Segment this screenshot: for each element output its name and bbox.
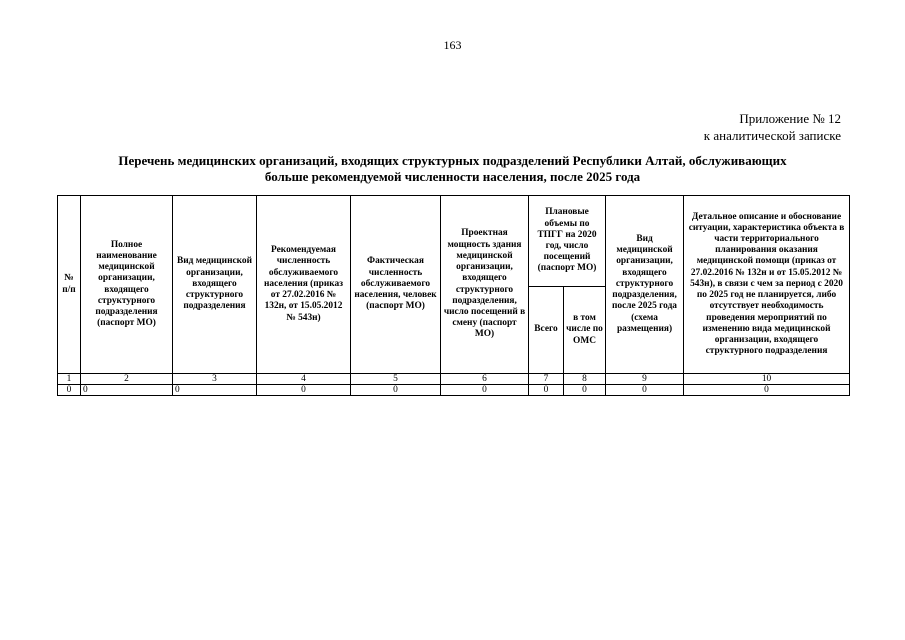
appendix-caption: [704, 110, 841, 144]
table-cell: 0: [257, 385, 351, 396]
appendix-line-1: Приложение № 12: [739, 111, 841, 126]
page-number: 163: [443, 38, 462, 52]
table-cell: 0: [606, 385, 684, 396]
document-title-line-2: больше рекомендуемой численности населения, после 2025 года: [264, 169, 641, 184]
column-number: 6: [441, 374, 529, 385]
header-full-name: Полное наименование медицинской организации, входящего структурного подразделения (паспорт МО): [81, 196, 173, 374]
header-detailed-description: Детальное описание и обоснование ситуации, характеристика объекта в части территориального планирования оказания медицинской помощи (приказ от 27.02.2016 № 132н и от 15.05.2012 № 543н), в связи с чем за период с 2020 по 2025 год не планируется, либо отсутствует необходимость проведения мероприятий по изменению вида медицинской организации, входящего структурного подразделения: [684, 196, 850, 374]
column-number: 3: [173, 374, 257, 385]
column-number: 10: [684, 374, 850, 385]
table-cell: 0: [684, 385, 850, 396]
column-number: 9: [606, 374, 684, 385]
header-row-number: № п/п: [58, 196, 81, 374]
table-cell: 0: [351, 385, 441, 396]
table-cell: 0: [529, 385, 564, 396]
header-org-type: Вид медицинской организации, входящего структурного подразделения: [173, 196, 257, 374]
table-cell: 0: [81, 385, 173, 396]
column-numbers-row: [58, 374, 850, 385]
document-title-line-1: Перечень медицинских организаций, входящих структурных подразделений Республики Алтай, обслуживающих: [118, 153, 787, 168]
table-row: [58, 385, 850, 396]
column-number: 1: [58, 374, 81, 385]
table-cell: 0: [58, 385, 81, 396]
header-design-capacity: Проектная мощность здания медицинской организации, входящего структурного подразделения, число посещений в смену (паспорт МО): [441, 196, 529, 374]
header-org-type-after-2025: Вид медицинской организации, входящего структурного подразделения, после 2025 года (схема размещения): [606, 196, 684, 374]
header-recommended-population: Рекомендуемая численность обслуживаемого населения (приказ от 27.02.2016 № 132н, от 15.05.2012 № 543н): [257, 196, 351, 374]
appendix-line-2: к аналитической записке: [703, 128, 841, 143]
column-number: 4: [257, 374, 351, 385]
column-number: 2: [81, 374, 173, 385]
table-cell: 0: [441, 385, 529, 396]
header-planned-oms: в том числе по ОМС: [564, 287, 606, 374]
column-number: 7: [529, 374, 564, 385]
header-actual-population: Фактическая численность обслуживаемого населения, человек (паспорт МО): [351, 196, 441, 374]
header-planned-volumes: Плановые объемы по ТПГГ на 2020 год, число посещений (паспорт МО): [529, 196, 606, 287]
column-number: 5: [351, 374, 441, 385]
organizations-table: [57, 195, 850, 396]
document-title: [60, 153, 845, 185]
header-planned-total: Всего: [529, 287, 564, 374]
table-cell: 0: [564, 385, 606, 396]
column-number: 8: [564, 374, 606, 385]
table-cell: 0: [173, 385, 257, 396]
